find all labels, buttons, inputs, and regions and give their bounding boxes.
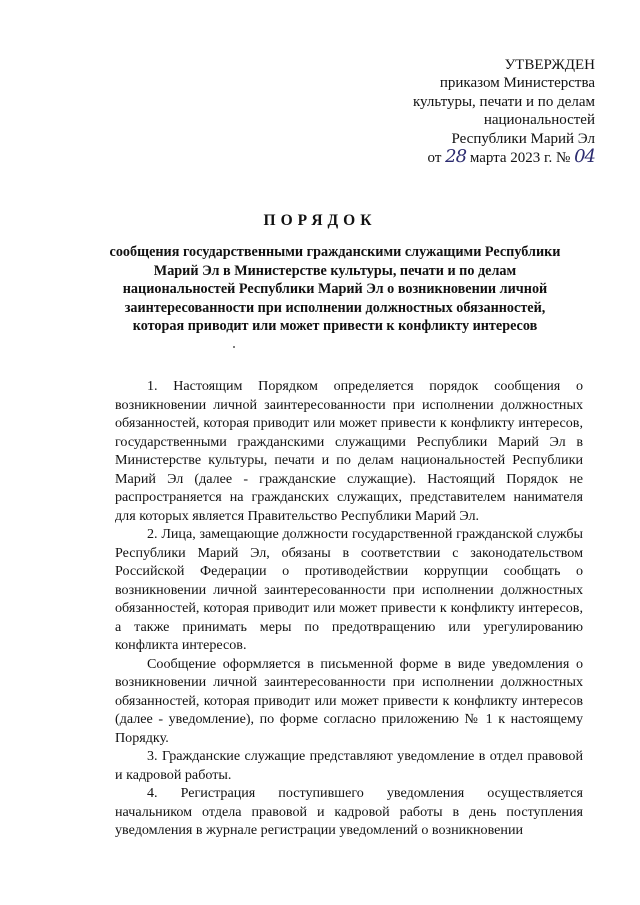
document-body	[115, 377, 583, 840]
paragraph-2: 2. Лица, замещающие должности государственной гражданской службы Республики Марий Эл, обязаны в соответствии с законодательством Российской Федерации о противодействии коррупции сообщать о возникновении личной заинтересованности при исполнении должностных обязанностей, которая приводит или может привести к конфликту интересов, а также принимать меры по предотвращению или урегулированию конфликта интересов.	[115, 526, 583, 653]
stray-dot	[233, 346, 235, 348]
approval-ministry-line-2: национальностей	[483, 112, 595, 129]
approval-heading: УТВЕРЖДЕН	[504, 57, 595, 73]
approval-order-line: приказом Министерства	[439, 75, 595, 92]
date-prefix: от	[427, 150, 442, 167]
handwritten-order-number: 04	[574, 146, 595, 168]
paragraph-3: 3. Гражданские служащие представляют уведомление в отдел правовой и кадровой работы.	[115, 748, 583, 783]
document-subtitle: сообщения государственными гражданскими служащими Республики Марий Эл в Министерстве культуры, печати и по делам национальностей Республики Марий Эл о возникновении личной заинтересованности при исполнении должностных обязанностей, которая приводит или может привести к конфликту интересов	[109, 244, 561, 335]
approval-republic-line: Республики Марий Эл	[451, 130, 595, 147]
paragraph-2-continued: Сообщение оформляется в письменной форме в виде уведомления о возникновении личной заинтересованности при исполнении должностных обязанностей, которая приводит или может привести к конфликту интересов (далее - уведомление), по форме согласно приложению № 1 к настоящему Порядку.	[115, 655, 583, 746]
approval-date-line	[380, 148, 595, 167]
approval-block	[380, 56, 595, 167]
document-title: ПОРЯДОК	[263, 212, 377, 229]
paragraph-4: 4. Регистрация поступившего уведомления осуществляется начальником отдела правовой и кадровой работы в день поступления уведомления в журнале регистрации уведомлений о возникновении	[115, 785, 583, 838]
date-middle: марта 2023 г. №	[469, 150, 571, 167]
handwritten-day: 28	[445, 146, 467, 168]
approval-ministry-line: культуры, печати и по делам	[412, 93, 595, 110]
paragraph-1: 1. Настоящим Порядком определяется порядок сообщения о возникновении личной заинтересованности при исполнении должностных обязанностей, которая приводит или может привести к конфликту интересов, государственными гражданскими служащими Республики Марий Эл в Министерстве культуры, печати и по делам национальностей Республики Марий Эл (далее - гражданские служащие). Настоящий Порядок не распространяется на гражданских служащих, представителем нанимателя для которых является Правительство Республики Марий Эл.	[115, 378, 583, 524]
